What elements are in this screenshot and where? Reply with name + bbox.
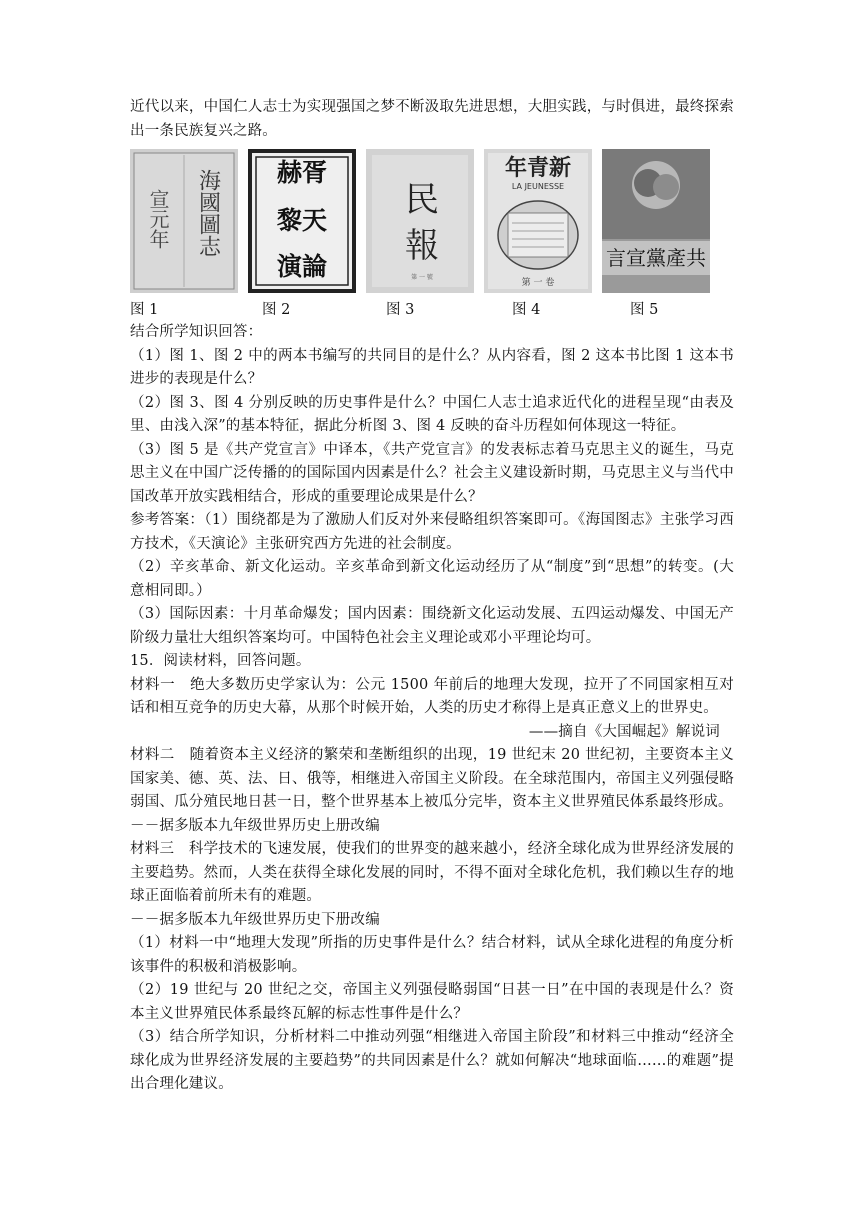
figure-1-image <box>130 149 238 293</box>
svg-text:LA JEUNESSE: LA JEUNESSE <box>511 182 565 191</box>
figure-3-image <box>366 149 474 293</box>
svg-text:民: 民 <box>405 180 439 220</box>
q15-question-3: （3）结合所学知识，分析材料二中推动列强“相继进入帝国主阶段”和材料三中推动“经济全球化成为世界经济发展的主要趋势”的共同因素是什么？就如何解决“地球面临……的难题”提出合理化建议。 <box>130 1029 734 1092</box>
figure-2-caption: 图 2 <box>262 302 291 318</box>
figure-3-caption: 图 3 <box>386 302 415 318</box>
figure-5-caption: 图 5 <box>630 302 659 318</box>
document-page <box>130 96 734 1097</box>
svg-text:第 一 卷: 第 一 卷 <box>521 278 555 288</box>
q14-question-3: （3）图 5 是《共产党宣言》中译本，《共产党宣言》的发表标志着马克思主义的诞生，马克思主义在中国广泛传播的的国际国内因素是什么？社会主义建设新时期，马克思主义与当代中国改革开放实践相结合，形成的重要理论成果是什么？ <box>130 441 734 505</box>
figure-2-image <box>248 149 356 293</box>
q15-material-1: 材料一 绝大多数历史学家认为：公元 1500 年前后的地理大发现，拉开了不同国家相互对话和相互竞争的历史大幕，从那个时候开始，人类的历史才称得上是真正意义上的世界史。 <box>130 676 734 716</box>
q15-title: 15．阅读材料，回答问题。 <box>130 653 311 669</box>
figure-1-cover-text: 海國圖志 <box>195 169 221 257</box>
svg-text:演論: 演論 <box>276 252 328 281</box>
q14-answer-1: 参考答案：（1）围绕都是为了激励人们反对外来侵略组织答案即可。《海国图志》主张学习西方技术，《天演论》主张研究西方先进的社会制度。 <box>130 512 734 552</box>
intro-paragraph: 近代以来，中国仁人志士为实现强国之梦不断汲取先进思想，大胆实践，与时俱进，最终探索出一条民族复兴之路。 <box>130 99 734 139</box>
svg-text:第 一 號: 第 一 號 <box>411 274 433 281</box>
figure-captions <box>130 299 734 321</box>
q15-question-1: （1）材料一中“地理大发现”所指的历史事件是什么？结合材料，试从全球化进程的角度分析该事件的积极和消极影响。 <box>130 935 734 975</box>
svg-text:赫胥: 赫胥 <box>276 158 328 187</box>
figure-5-image <box>602 149 710 293</box>
svg-text:年青新: 年青新 <box>504 155 572 181</box>
svg-text:宣元年: 宣元年 <box>146 189 170 249</box>
q15-material-3-source: －－据多版本九年级世界历史下册改编 <box>130 911 380 928</box>
svg-text:言宣黨產共: 言宣黨產共 <box>606 246 706 270</box>
q15-question-2: （2）19 世纪与 20 世纪之交，帝国主义列强侵略弱国“日甚一日”在中国的表现是什么？资本主义世界殖民体系最终瓦解的标志性事件是什么？ <box>130 982 734 1022</box>
q15-material-2: 材料二 随着资本主义经济的繁荣和垄断组织的出现，19 世纪末 20 世纪初，主要资本主义国家美、德、英、法、日、俄等，相继进入帝国主义阶段。在全球范围内，帝国主义列强侵略弱国、瓜分殖民地日甚一日，整个世界基本上被瓜分完毕，资本主义世界殖民体系最终形成。 <box>130 747 734 810</box>
svg-text:報: 報 <box>405 226 439 266</box>
figure-4-image <box>484 149 592 293</box>
figure-4-caption: 图 4 <box>512 302 541 318</box>
q14-answer-2: （2）辛亥革命、新文化运动。辛亥革命到新文化运动经历了从“制度”到“思想”的转变。(大意相同即。） <box>130 559 734 599</box>
svg-text:黎天: 黎天 <box>276 206 328 235</box>
q15-material-1-source: ——摘自《大国崛起》解说词 <box>528 723 720 740</box>
q15-material-2-source: －－据多版本九年级世界历史上册改编 <box>130 817 380 834</box>
q14-question-1: （1）图 1、图 2 中的两本书编写的共同目的是什么？从内容看，图 2 这本书比图 1 这本书进步的表现是什么？ <box>130 347 734 387</box>
q14-question-2: （2）图 3、图 4 分别反映的历史事件是什么？中国仁人志士追求近代化的进程呈现“由表及里、由浅入深”的基本特征，据此分析图 3、图 4 反映的奋斗历程如何体现这一特征。 <box>130 394 734 434</box>
figure-1-caption: 图 1 <box>130 302 159 318</box>
q14-prompt: 结合所学知识回答： <box>130 324 263 340</box>
figure-row <box>130 149 734 293</box>
q15-material-3: 材料三 科学技术的飞速发展，使我们的世界变的越来越小，经济全球化成为世界经济发展的主要趋势。然而，人类在获得全球化发展的同时，不得不面对全球化危机，我们赖以生存的地球正面临着前所未有的难题。 <box>130 841 734 904</box>
q14-answer-3: （3）国际因素：十月革命爆发；国内因素：围绕新文化运动发展、五四运动爆发、中国无产阶级力量壮大组织答案均可。中国特色社会主义理论或邓小平理论均可。 <box>130 606 734 646</box>
